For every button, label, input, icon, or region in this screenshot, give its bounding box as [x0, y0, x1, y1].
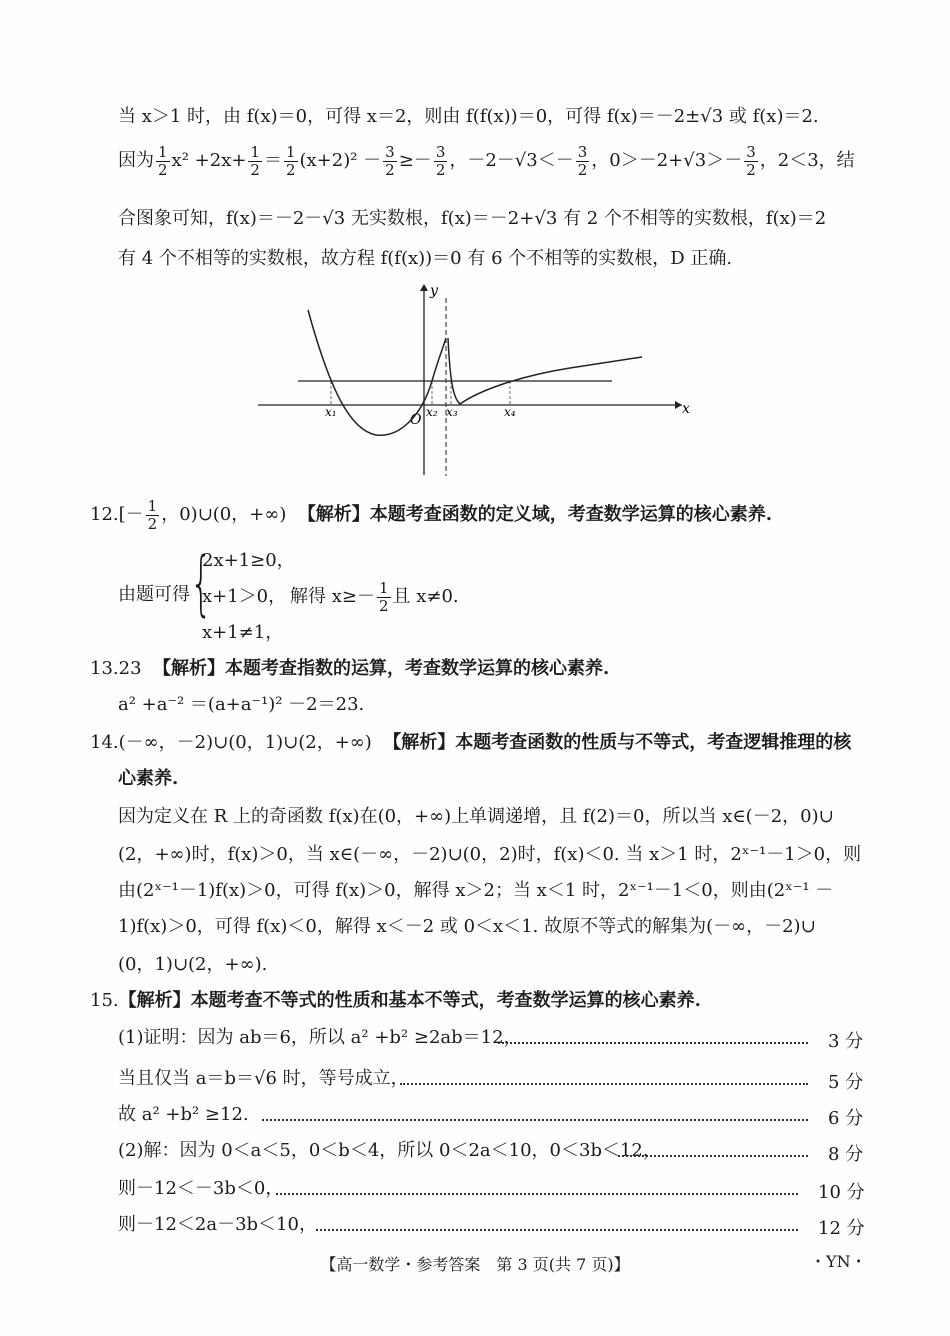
q15-step: 则－12＜2a－3b＜10， [118, 1214, 317, 1235]
dot-leader [276, 1193, 798, 1195]
x2-label: x₂ [426, 405, 438, 419]
dot-leader [262, 1119, 808, 1121]
q14-header [90, 732, 851, 754]
q14-l5: (0，1)∪(2，+∞). [118, 954, 268, 975]
score: 12 分 [818, 1218, 865, 1239]
dot-leader [618, 1155, 808, 1157]
question-number: 13. [90, 658, 119, 679]
question-number: 14. [90, 732, 119, 753]
q15-step: 当且仅当 a＝b＝√6 时，等号成立， [118, 1068, 409, 1089]
q15-header [90, 990, 701, 1012]
fraction: $\frac{3}{2}$ [577, 143, 588, 179]
fraction: $\frac{3}{2}$ [746, 143, 756, 179]
question-number: 15. [90, 990, 119, 1011]
curve-right [448, 338, 642, 404]
q15-step: 故 a² +b² ≥12. [118, 1104, 249, 1125]
q15-step: 则－12＜－3b＜0， [118, 1178, 284, 1199]
score: 10 分 [818, 1182, 865, 1203]
q14-l3: 由(2ˣ⁻¹－1)f(x)＞0，可得 f(x)＞0，解得 x＞2；当 x＜1 时，2ˣ⁻¹－1＜0，则由(2ˣ⁻¹ － [118, 880, 834, 901]
dot-leader [400, 1083, 808, 1085]
analysis-tag: 【解析】本题考查函数的性质与不等式，考查逻辑推理的核 [383, 732, 852, 753]
q14-l1: 因为定义在 R 上的奇函数 f(x)在(0，+∞)上单调递增，且 f(2)＝0，所以当 x∈(－2，0)∪ [118, 806, 834, 827]
para11-line3: 合图象可知，f(x)＝－2－√3 无实数根，f(x)＝－2+√3 有 2 个不相等的实数根，f(x)＝2 [118, 208, 827, 229]
fraction: $\frac{1}{2}$ [147, 497, 158, 533]
q15-step: (2)解：因为 0＜a＜5，0＜b＜4，所以 0＜2a＜10，0＜3b＜12， [118, 1140, 661, 1161]
fraction: $\frac{3}{2}$ [385, 143, 395, 179]
text: (x+2)² － [299, 150, 382, 171]
answer: (－∞，－2)∪(0，1)∪(2，+∞) [118, 732, 372, 753]
text: 解得 x≥－ [290, 586, 375, 607]
q13-line: a² +a⁻² ＝(a+a⁻¹)² －2＝23. [118, 694, 365, 715]
origin-label: O [410, 412, 422, 428]
left-brace: { [190, 542, 213, 624]
function-graph [250, 280, 700, 480]
q12-cond2: x+1＞0， [202, 586, 287, 607]
x1-label: x₁ [325, 405, 337, 419]
footer-mark: ・YN・ [810, 1252, 867, 1271]
fraction: $\frac{1}{2}$ [158, 143, 168, 179]
q15-step: (1)证明：因为 ab＝6，所以 a² +b² ≥2ab＝12， [118, 1027, 522, 1048]
text: ，0＞－2+√3＞－ [591, 150, 743, 171]
fraction: $\frac{1}{2}$ [285, 143, 296, 179]
text: x² +2x+ [171, 150, 247, 171]
para11-line1: 当 x＞1 时，由 f(x)＝0，可得 x＝2，则由 f(f(x))＝0，可得 f(x)＝－2±√3 或 f(x)＝2. [118, 106, 819, 127]
score: 6 分 [828, 1108, 864, 1129]
q14-l2: (2，+∞)时，f(x)＞0，当 x∈(－∞，－2)∪(0，2)时，f(x)＜0. 当 x＞1 时，2ˣ⁻¹－1＞0，则 [118, 844, 862, 865]
x3-label: x₃ [446, 405, 458, 419]
text: [－ [118, 504, 144, 525]
score: 8 分 [828, 1144, 864, 1165]
score: 3 分 [828, 1031, 864, 1052]
y-axis-label: y [430, 283, 438, 299]
text: ，2＜3，结 [759, 150, 855, 171]
x-axis-arrow [675, 401, 682, 409]
analysis-tag: 【解析】本题考查指数的运算，考查数学运算的核心素养. [153, 658, 610, 679]
q12-header [90, 498, 772, 532]
fraction: $\frac{3}{2}$ [435, 143, 446, 179]
para11-line2 [118, 144, 855, 178]
q13-header [90, 658, 609, 680]
answer: 23 [118, 658, 142, 679]
text: ，－2－√3＜－ [449, 150, 574, 171]
analysis-tag: 【解析】本题考查不等式的性质和基本不等式，考查数学运算的核心素养. [118, 990, 701, 1011]
analysis-tag: 【解析】本题考查函数的定义域，考查数学运算的核心素养. [297, 504, 773, 525]
dot-leader [316, 1229, 798, 1231]
question-number: 12. [90, 504, 119, 525]
q14-tag2: 心素养. [118, 768, 179, 789]
footer-text: 【高一数学・参考答案 第 3 页(共 7 页)】 [320, 1255, 630, 1274]
page-footer [0, 1252, 950, 1275]
text: 且 x≠0. [392, 586, 459, 607]
fraction: $\frac{1}{2}$ [378, 579, 389, 615]
x-axis-label: x [682, 401, 690, 417]
y-axis-arrow [420, 284, 428, 291]
text: 因为 [118, 150, 154, 171]
dot-leader [498, 1042, 808, 1044]
answer: ，0)∪(0，+∞) [161, 504, 287, 525]
x4-label: x₄ [504, 405, 516, 419]
fraction: $\frac{1}{2}$ [250, 143, 260, 179]
text: ＝ [263, 150, 282, 171]
q14-l4: 1)f(x)＞0，可得 f(x)＜0，解得 x＜－2 或 0＜x＜1. 故原不等式的解集为(－∞，－2)∪ [118, 916, 816, 937]
q12-cond1: 2x+1≥0， [202, 550, 295, 571]
score: 5 分 [828, 1072, 864, 1093]
q12-lead: 由题可得 [118, 584, 190, 605]
para11-line4: 有 4 个不相等的实数根，故方程 f(f(x))＝0 有 6 个不相等的实数根，D 正确. [118, 248, 733, 269]
q12-cond3: x+1≠1， [202, 622, 284, 643]
text: ≥－ [398, 150, 432, 171]
q12-result [290, 580, 459, 614]
